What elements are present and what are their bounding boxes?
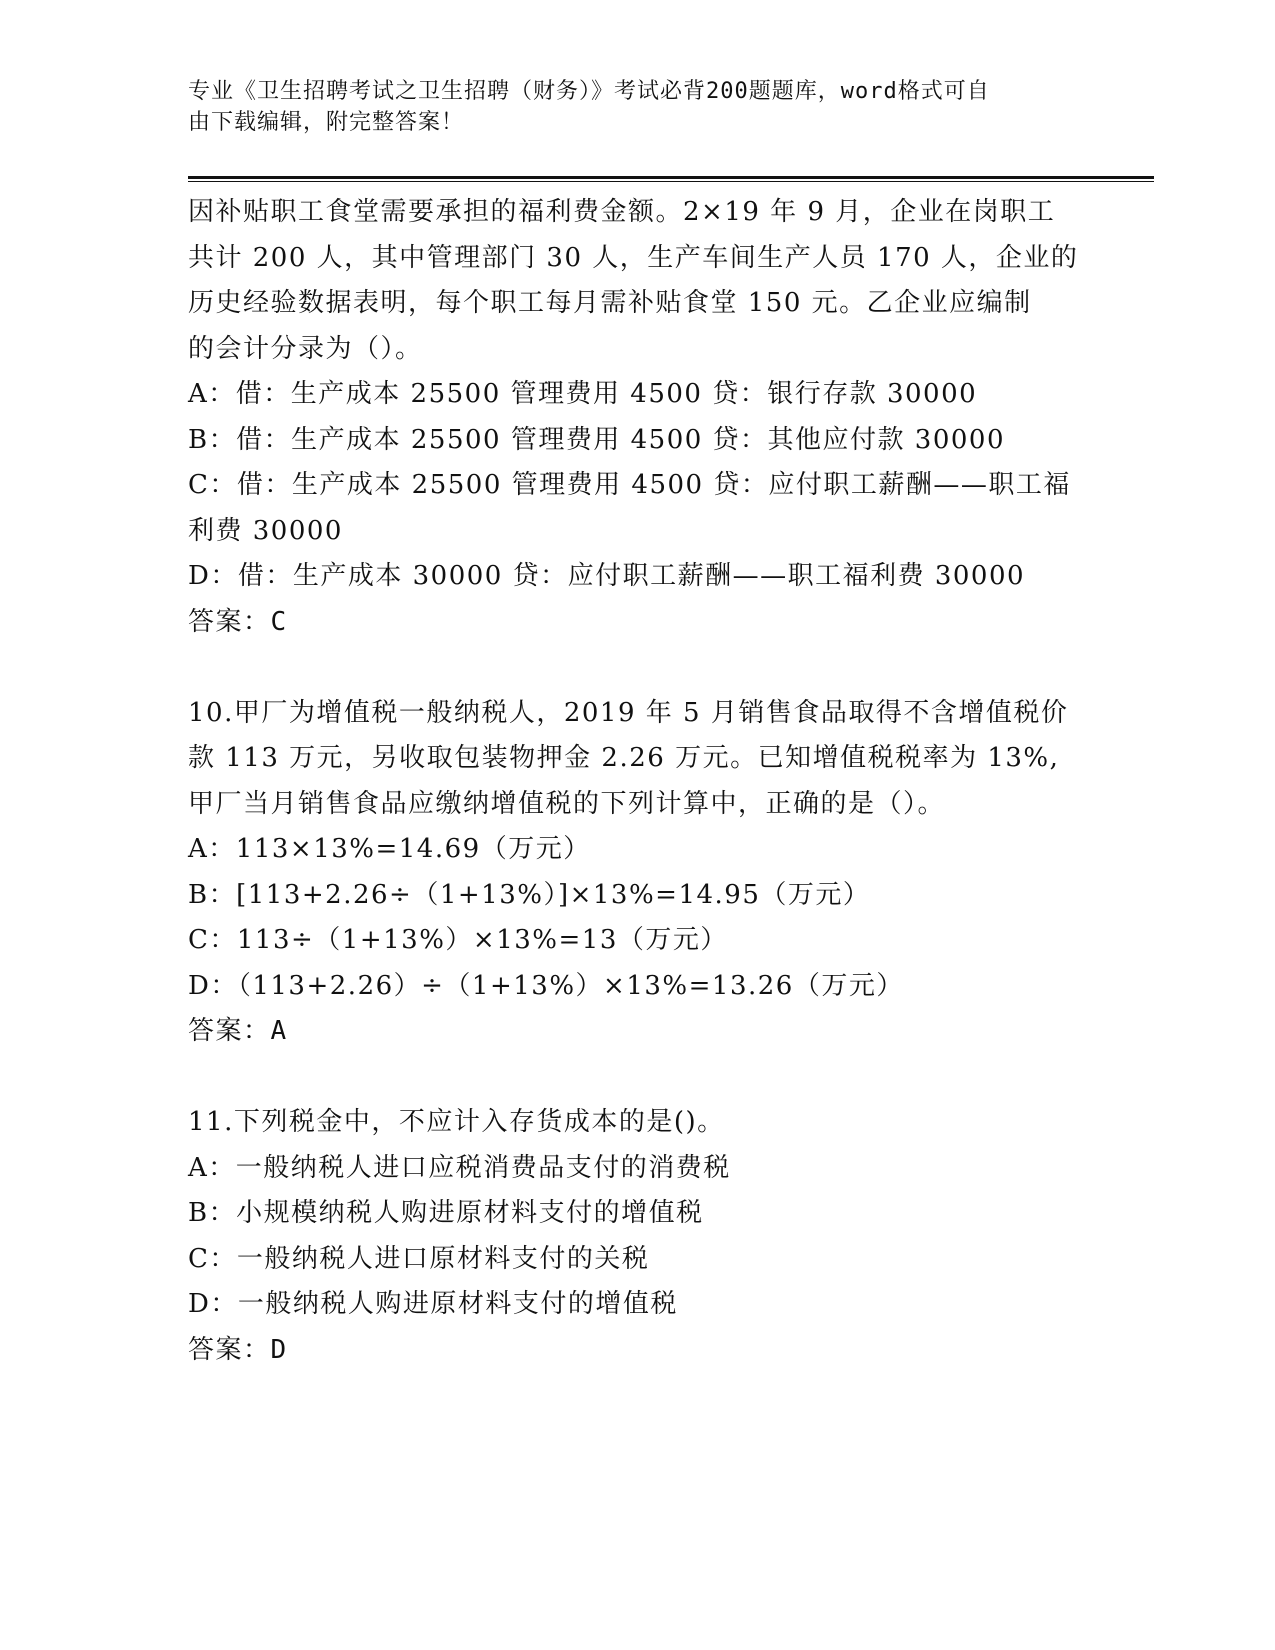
q9-stem-line: 共计 200 人，其中管理部门 30 人，生产车间生产人员 170 人，企业的 [188,242,1079,273]
q11-stem: 11.下列税金中，不应计入存货成本的是()。 [188,1107,725,1137]
spacer [188,645,1078,691]
question-11 [188,1100,1078,1373]
header-line-2: 由下载编辑，附完整答案！ [188,110,465,135]
q11-answer: 答案：D [188,1334,288,1365]
question-9 [188,190,1078,645]
q9-option-c-continued: 利费 30000 [188,515,343,546]
q9-stem-line: 历史经验数据表明，每个职工每月需补贴食堂 150 元。乙企业应编制 [188,288,1032,318]
header-divider-thin [188,181,1154,182]
q9-answer: 答案：C [188,606,288,637]
q9-option-b: B：借：生产成本 25500 管理费用 4500 贷：其他应付款 30000 [188,424,1006,455]
q10-stem-line: 款 113 万元，另收取包装物押金 2.26 万元。已知增值税税率为 13%, [188,743,1060,773]
q10-stem-line: 10.甲厂为增值税一般纳税人，2019 年 5 月销售食品取得不含增值税价 [188,697,1069,728]
q11-option-d: D：一般纳税人购进原材料支付的增值税 [188,1289,678,1319]
header-divider-thick [188,176,1154,179]
q9-option-d: D：借：生产成本 30000 贷：应付职工薪酬——职工福利费 30000 [188,561,1026,591]
header-line-1: 专业《卫生招聘考试之卫生招聘（财务）》考试必背200题题库，word格式可自 [188,79,990,104]
q9-option-c: C：借：生产成本 25500 管理费用 4500 贷：应付职工薪酬——职工福 [188,470,1071,500]
q10-option-c: C：113÷（1+13%）×13%=13（万元） [188,925,728,955]
q10-stem-line: 甲厂当月销售食品应缴纳增值税的下列计算中，正确的是（）。 [188,788,946,819]
q9-stem-line: 的会计分录为（）。 [188,333,423,364]
q9-option-a: A：借：生产成本 25500 管理费用 4500 贷：银行存款 30000 [188,379,978,409]
page-header [188,76,1068,138]
q10-option-a: A：113×13%=14.69（万元） [188,834,591,864]
q11-option-b: B：小规模纳税人购进原材料支付的增值税 [188,1198,704,1228]
q10-option-b: B：[113+2.26÷（1+13%）]×13%=14.95（万元） [188,879,871,910]
q10-answer: 答案：A [188,1016,288,1046]
spacer [188,1055,1078,1101]
q10-option-d: D：（113+2.26）÷（1+13%）×13%=13.26（万元） [188,970,904,1001]
q11-option-c: C：一般纳税人进口原材料支付的关税 [188,1243,650,1274]
q9-stem-line: 因补贴职工食堂需要承担的福利费金额。2×19 年 9 月，企业在岗职工 [188,197,1056,227]
question-content [188,190,1078,1373]
question-10 [188,691,1078,1055]
q11-option-a: A：一般纳税人进口应税消费品支付的消费税 [188,1152,731,1183]
